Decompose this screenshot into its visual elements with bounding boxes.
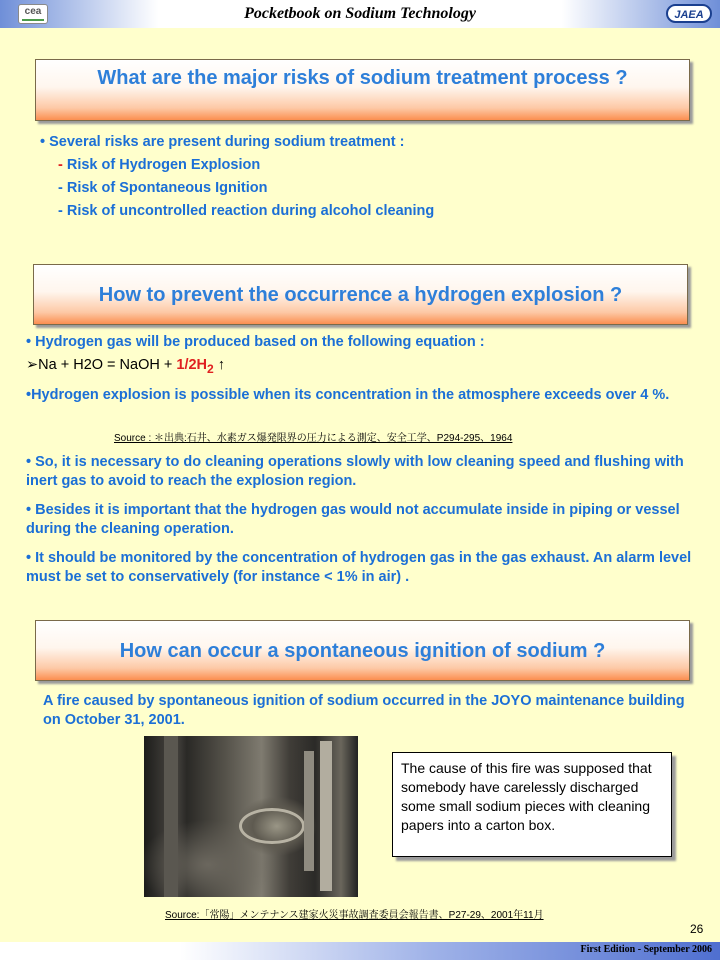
edition-label: First Edition - September 2006 — [580, 944, 712, 955]
page-footer — [0, 942, 720, 960]
bullet-paragraph: • Besides it is important that the hydrogen gas would not accumulate inside in piping or vessel during the cleaning operation. — [26, 502, 680, 537]
hydrogen-intro: • Hydrogen gas will be produced based on the following equation : — [26, 334, 485, 350]
risk-item: - Risk of uncontrolled reaction during alcohol cleaning — [58, 203, 435, 219]
arrow-bullet-icon: ➢ — [26, 357, 39, 373]
source-citation: Source : ＊出典:石井、水素ガス爆発限界の圧力による測定、安全工学、P294-295、1964 — [114, 433, 513, 444]
risks-intro: • Several risks are present during sodium treatment : — [40, 134, 405, 150]
cea-logo: cea — [18, 4, 48, 24]
document-title: Pocketbook on Sodium Technology — [244, 5, 476, 22]
jaea-logo: JAEA — [666, 4, 712, 23]
up-arrow-icon: ↑ — [217, 357, 226, 373]
risk-item: - Risk of Spontaneous Ignition — [58, 180, 268, 196]
fire-damage-photo — [144, 736, 358, 897]
question-box-risks: What are the major risks of sodium treatment process ? — [35, 59, 690, 121]
photo-source-citation: Source:「常陽」メンテナンス建家火災事故調査委員会報告書、P27-29、2001年11月 — [165, 910, 544, 921]
cause-callout: The cause of this fire was supposed that somebody have carelessly discharged some small sodium pieces with cleaning papers into a carton box. — [392, 752, 672, 857]
risk-item: - Risk of Hydrogen Explosion — [58, 157, 261, 173]
page-header — [0, 0, 720, 28]
hydrogen-equation: ➢Na + H2O = NaOH + $1/2H_2$ ↑ — [26, 357, 226, 376]
question-box-ignition: How can occur a spontaneous ignition of sodium ? — [35, 620, 690, 681]
bullet-paragraph: • It should be monitored by the concentration of hydrogen gas in the gas exhaust. An alarm level must be set to conservatively (for instance < 1% in air) . — [26, 550, 692, 585]
page-number: 26 — [690, 922, 704, 936]
question-box-hydrogen: How to prevent the occurrence a hydrogen explosion ? — [33, 264, 688, 325]
fire-description: A fire caused by spontaneous ignition of sodium occurred in the JOYO maintenance building on October 31, 2001. — [43, 693, 685, 728]
bullet-paragraph: • So, it is necessary to do cleaning operations slowly with low cleaning speed and flushing with inert gas to avoid to reach the explosion region. — [26, 454, 684, 489]
explosion-note: •Hydrogen explosion is possible when its concentration in the atmosphere exceeds over 4 %. — [26, 387, 670, 403]
